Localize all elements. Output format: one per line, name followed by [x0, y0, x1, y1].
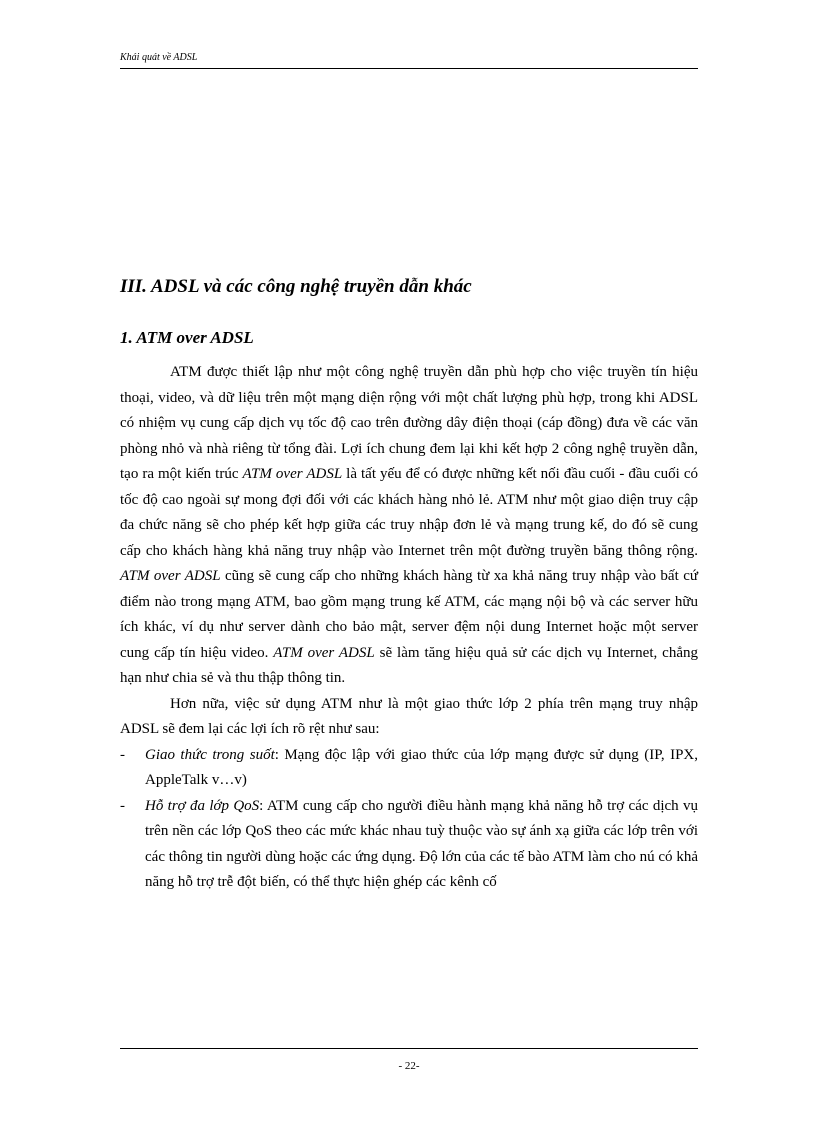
page-body [120, 272, 698, 896]
bullet-marker: - [120, 746, 125, 763]
paragraph-1-emphasis-2: ATM over ADSL [120, 568, 221, 584]
bullet-term: Hỗ trợ đa lớp QoS [145, 797, 260, 814]
bullet-text: : ATM cung cấp cho người điều hành mạng khả năng hỗ trợ các dịch vụ trên nền các lớp QoS theo các mức khác nhau tuỳ thuộc vào sự ánh xạ giữa các lớp trên với các thông tin người dùng hoặc các ứng dụng. Độ lớn của các tế bào ATM làm cho nú có khả năng hỗ trợ trễ đột biến, có thể thực hiện ghép các kênh cố [145, 797, 698, 890]
paragraph-1-emphasis-3: ATM over ADSL [273, 644, 375, 661]
paragraph-2: Hơn nữa, việc sử dụng ATM như là một giao thức lớp 2 phía trên mạng truy nhập ADSL sẽ đem lại các lợi ích rõ rệt như sau: [120, 695, 698, 737]
paragraph-1-text-4: sẽ làm tăng hiệu quả sử các dịch vụ Internet, chẳng hạn như chia sẻ và thu thập thông tin. [120, 644, 698, 686]
paragraph-1 [120, 360, 698, 692]
bullet-item [120, 794, 698, 896]
bullet-text: : Mạng độc lập với giao thức của lớp mạng được sử dụng (IP, IPX, AppleTalk v…v) [145, 746, 699, 788]
header-divider [120, 68, 698, 69]
paragraph-1-text-3: cũng sẽ cung cấp cho những khách hàng từ xa khả năng truy nhập vào bất cứ điểm nào trong mạng ATM, bao gồm mạng trung kế ATM, các mạng nội bộ và các server hữu ích khác, ví dụ như server dành cho bảo mật, server đệm nội dung Internet hoặc một server cung cấp tín hiệu video. [120, 568, 699, 661]
subsection-title: 1. ATM over ADSL [120, 328, 254, 347]
bullet-list [120, 743, 698, 896]
paragraph-1-text-2: là tất yếu để có được những kết nối đầu cuối - đầu cuối có tốc độ cao ngoài sự mong đợi đối với các khách hàng nhỏ lẻ. ATM như một giao diện truy cập đa chức năng sẽ cho phép kết hợp giữa các truy nhập đơn lẻ và mạng trung kế, do đó sẽ cung cấp cho khách hàng khả năng truy nhập vào Internet trên một đường truyền băng thông rộng. [120, 466, 698, 559]
footer-divider [120, 1048, 698, 1049]
bullet-item [120, 743, 698, 794]
paragraph-1-text-1: ATM được thiết lập như một công nghệ truyền dẫn phù hợp cho việc truyền tín hiệu thoại, video, và dữ liệu trên một mạng diện rộng với một chất lượng phù hợp, trong khi ADSL có nhiệm vụ cung cấp dịch vụ tốc độ cao trên đường dây điện thoại (cáp đồng) đưa về các văn phòng nhỏ và nhà riêng từ tổng đài. Lợi ích chung đem lại khi kết hợp 2 công nghệ truyền dẫn, tạo ra một kiến trúc [120, 364, 698, 482]
section-title: III. ADSL và các công nghệ truyền dẫn khác [120, 276, 472, 297]
page-number: - 22- [398, 1060, 420, 1072]
paragraph-1-emphasis-1: ATM over ADSL [242, 466, 343, 482]
bullet-term: Giao thức trong suốt [145, 746, 275, 763]
bullet-marker: - [120, 797, 125, 814]
running-header: Khái quát về ADSL [120, 52, 198, 63]
